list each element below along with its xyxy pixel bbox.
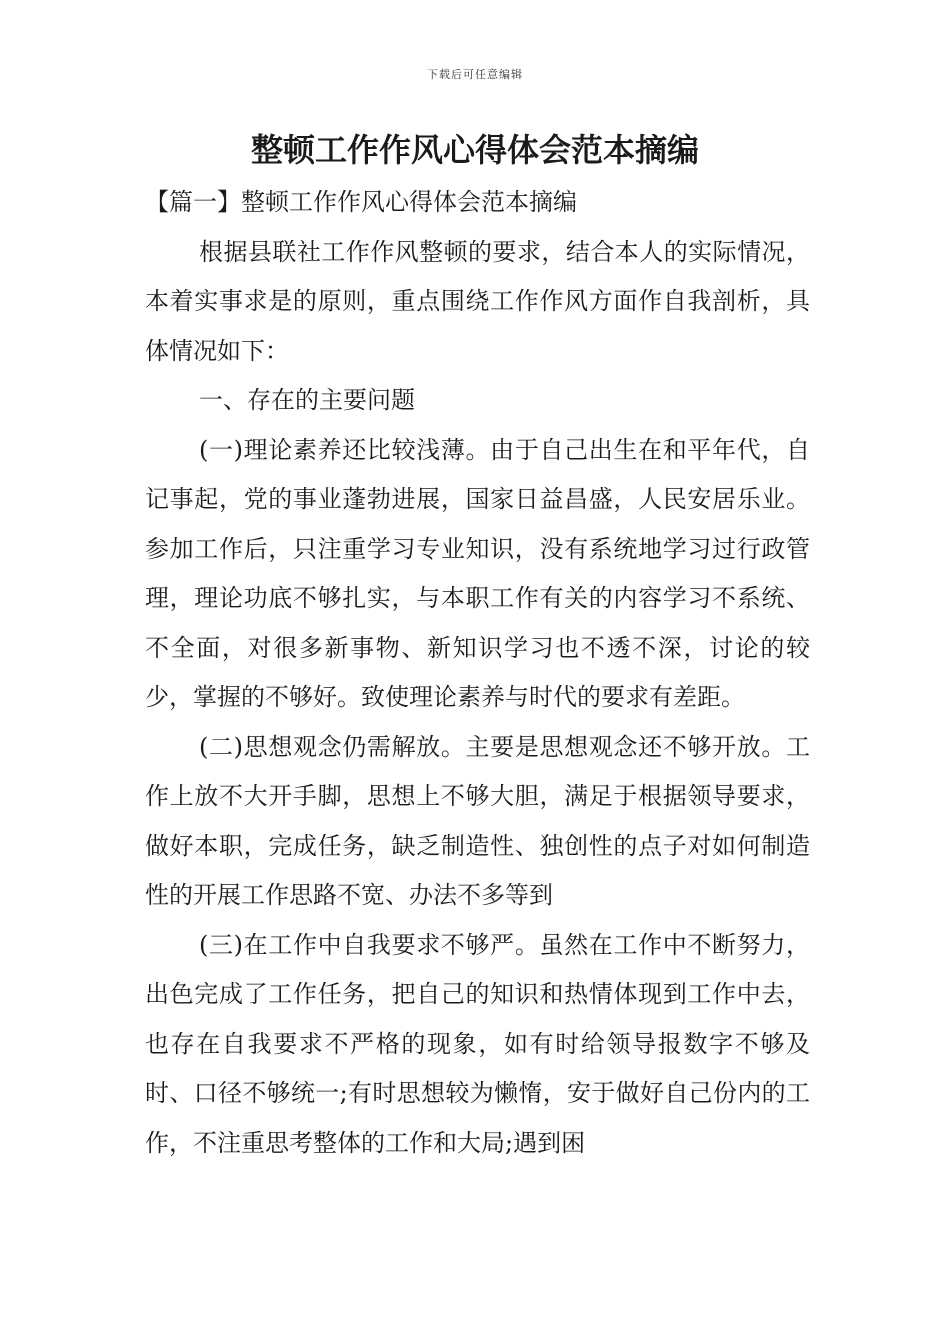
- paragraph-thinking: (二)思想观念仍需解放。主要是思想观念还不够开放。工作上放不大开手脚，思想上不够大胆，满足于根据领导要求，做好本职，完成任务，缺乏制造性、独创性的点子对如何制造性的开展工作思路不宽、办法不多等到: [145, 732, 810, 909]
- section-heading: 【篇一】整顿工作作风心得体会范本摘编: [145, 188, 577, 216]
- paragraph-intro: 根据县联社工作作风整顿的要求，结合本人的实际情况，本着实事求是的原则，重点围绕工作作风方面作自我剖析，具体情况如下：: [145, 237, 810, 365]
- document-title: 整顿工作作风心得体会范本摘编: [250, 131, 699, 169]
- paragraph-problems-heading: 一、存在的主要问题: [199, 386, 415, 414]
- paragraph-self-discipline: (三)在工作中自我要求不够严。虽然在工作中不断努力，出色完成了工作任务，把自己的知识和热情体现到工作中去，也存在自我要求不严格的现象，如有时给领导报数字不够及时、口径不够统一;有时思想较为懒惰，安于做好自己份内的工作，不注重思考整体的工作和大局;遇到困: [145, 930, 810, 1157]
- document-body: [145, 178, 810, 1168]
- header-note: 下载后可任意编辑: [427, 68, 523, 81]
- paragraph-theory: (一)理论素养还比较浅薄。由于自己出生在和平年代，自记事起，党的事业蓬勃进展，国家日益昌盛，人民安居乐业。参加工作后，只注重学习专业知识，没有系统地学习过行政管理，理论功底不够扎实，与本职工作有关的内容学习不系统、不全面，对很多新事物、新知识学习也不透不深，讨论的较少，掌握的不够好。致使理论素养与时代的要求有差距。: [145, 435, 810, 711]
